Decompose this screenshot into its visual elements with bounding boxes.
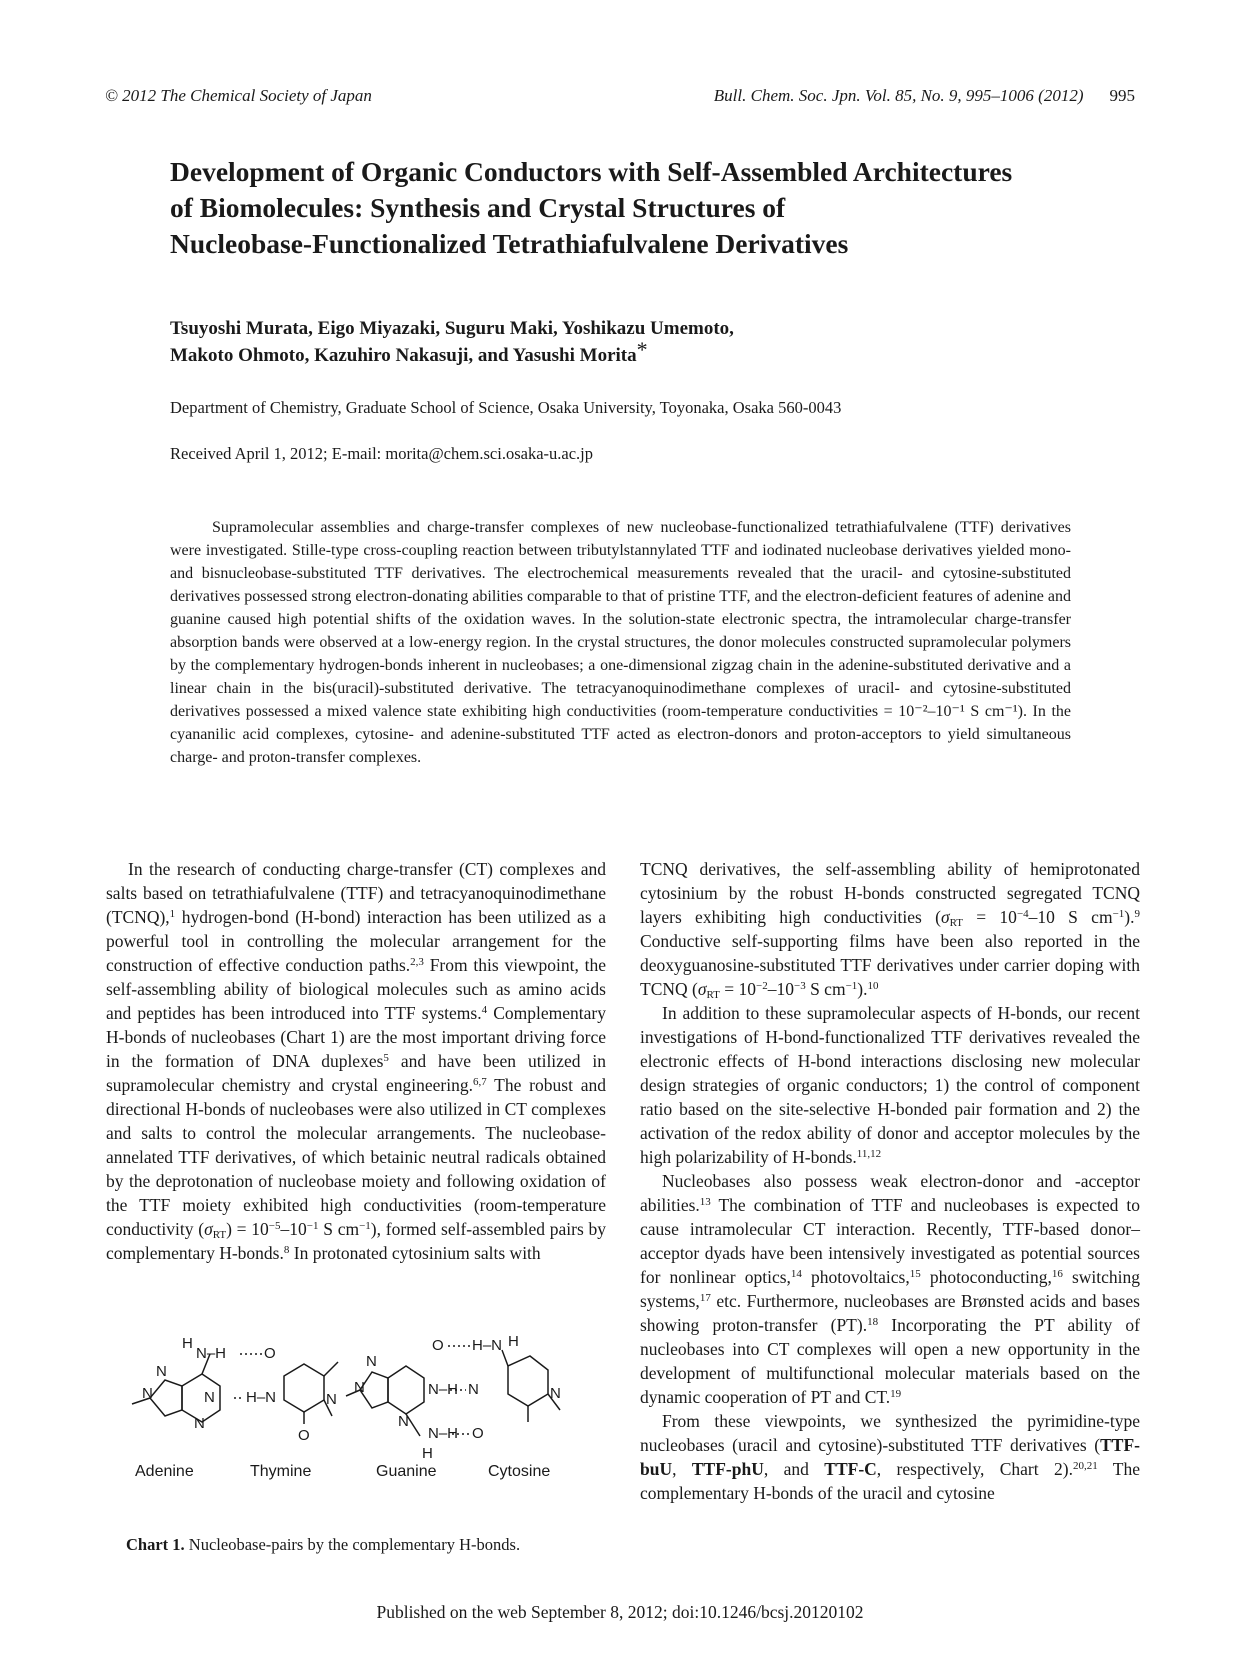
- text: –10: [280, 1219, 307, 1239]
- citation-ref[interactable]: 18: [867, 1316, 879, 1328]
- paragraph: [640, 1169, 1140, 1409]
- citation-ref[interactable]: 10: [867, 980, 879, 992]
- citation-ref[interactable]: 16: [1051, 1268, 1063, 1280]
- citation-ref[interactable]: 6,7: [472, 1076, 487, 1088]
- abstract-conductivity: 10⁻²–10⁻¹ S cm⁻¹: [898, 703, 1018, 720]
- caption-text: Nucleobase-pairs by the complementary H-bonds.: [188, 1535, 521, 1554]
- text: In protonated cytosinium salts with: [289, 1243, 541, 1263]
- paragraph: [640, 1409, 1140, 1505]
- compound-name: TTF-C: [824, 1459, 877, 1479]
- text: The combination of TTF and nucleobases is expected to cause intramolecular CT interaction. Recently, TTF-based donor–acceptor dyads have been intensively investigated as potential sources for nonlinear optics,: [640, 1195, 1140, 1287]
- citation-ref[interactable]: 20,21: [1072, 1460, 1098, 1472]
- atom-N: N: [468, 1381, 479, 1398]
- exponent: −1: [359, 1220, 371, 1232]
- title-line: Nucleobase-Functionalized Tetrathiafulvalene Derivatives: [170, 228, 849, 259]
- citation-ref[interactable]: 13: [699, 1196, 711, 1208]
- exponent: −1: [845, 980, 858, 992]
- atom-O: O: [472, 1425, 484, 1442]
- guanine-cytosine-atoms: [354, 1336, 561, 1462]
- text: ), formed self-assembled pairs by complementary H-bonds.: [106, 1219, 607, 1263]
- text: hydrogen-bond (H-bond) interaction has been utilized as a powerful tool in controlling the molecular arrangement for the construction of effective conduction paths.: [106, 907, 606, 975]
- atom-N: N: [156, 1363, 167, 1380]
- text: = 10: [719, 979, 757, 999]
- subscript: RT: [212, 1229, 227, 1241]
- caption-label: Chart 1.: [126, 1535, 185, 1554]
- text: Complementary H-bonds of nucleobases (Chart 1) are the most important driving force in the formation of DNA duplexes: [106, 1003, 606, 1071]
- paragraph: [640, 1001, 1140, 1169]
- text: switching systems,: [640, 1267, 1140, 1311]
- atom-NH: N–H: [196, 1345, 227, 1362]
- citation-ref[interactable]: 2,3: [410, 956, 424, 968]
- abstract-text-end: ). In the cyananilic acid complexes, cytosine- and adenine-substituted TTF acted as electron-donors and proton-acceptors to yield simultaneous charge- and proton-transfer complexes.: [170, 703, 1072, 766]
- author-line-text: Makoto Ohmoto, Kazuhiro Nakasuji, and Yasushi Morita: [170, 345, 637, 366]
- subscript: RT: [949, 917, 964, 929]
- corresponding-author-mark: *: [636, 337, 648, 362]
- text: ,: [672, 1459, 692, 1479]
- citation-ref[interactable]: 9: [1134, 908, 1140, 920]
- thymine-ring: [284, 1364, 324, 1412]
- citation-ref[interactable]: 19: [890, 1388, 902, 1400]
- journal-citation: [714, 86, 1135, 106]
- paragraph: [106, 857, 606, 1265]
- atom-N: N: [326, 1391, 337, 1408]
- chart-label-thymine: Thymine: [250, 1463, 312, 1480]
- text: TCNQ derivatives, the self-assembling ability of hemiprotonated cytosinium by the robust H-bonds constructed segregated TCNQ layers exhibiting high conductivities (: [640, 859, 1140, 927]
- atom-O: O: [298, 1427, 310, 1444]
- citation-ref[interactable]: 8: [283, 1244, 290, 1256]
- affiliation: Department of Chemistry, Graduate School of Science, Osaka University, Toyonaka, Osaka 560-0043: [170, 398, 842, 417]
- received-date-email: Received April 1, 2012; E-mail: morita@chem.sci.osaka-u.ac.jp: [170, 444, 593, 463]
- atom-HN: H–N: [472, 1337, 503, 1354]
- adenine-thymine-atoms: [142, 1336, 337, 1444]
- atom-N: N: [398, 1413, 409, 1430]
- text: S cm: [318, 1219, 360, 1239]
- exponent: −1: [306, 1220, 319, 1232]
- text: , respectively, Chart 2).: [876, 1459, 1073, 1479]
- exponent: −1: [1112, 908, 1125, 920]
- adenine-imidazole-ring: [150, 1380, 182, 1416]
- atom-N: N: [550, 1385, 561, 1402]
- citation-text: Bull. Chem. Soc. Jpn. Vol. 85, No. 9, 995–1006 (2012): [713, 86, 1084, 105]
- text: and have been utilized in supramolecular chemistry and crystal engineering.: [106, 1051, 607, 1095]
- text: –10: [767, 979, 794, 999]
- body-column-right: [640, 857, 1140, 1505]
- page-number: 995: [1109, 86, 1135, 105]
- text: ).: [1124, 907, 1135, 927]
- exponent: −3: [793, 980, 806, 992]
- chart-label-cytosine: Cytosine: [488, 1463, 551, 1480]
- abstract: [170, 516, 1071, 769]
- paragraph: [640, 857, 1140, 1001]
- author-list: [170, 315, 1070, 369]
- text: photovoltaics,: [801, 1267, 910, 1287]
- text: = 10: [963, 907, 1017, 927]
- citation-ref[interactable]: 17: [699, 1292, 711, 1304]
- atom-N: N: [366, 1353, 377, 1370]
- atom-N: N: [204, 1389, 215, 1406]
- article-title: [170, 154, 1090, 262]
- citation-ref[interactable]: 4: [481, 1004, 488, 1016]
- text: ) = 10: [226, 1219, 269, 1239]
- sigma-symbol: σ: [204, 1219, 213, 1239]
- publication-footer: Published on the web September 8, 2012; doi:10.1246/bcsj.20120102: [376, 1602, 864, 1622]
- atom-H: H: [508, 1336, 519, 1350]
- atom-O: O: [264, 1345, 276, 1362]
- guanine-pyrimidine-ring: [388, 1366, 424, 1414]
- atom-O: O: [432, 1337, 444, 1354]
- sigma-symbol: σ: [697, 979, 707, 999]
- atom-NH: N–H: [428, 1381, 459, 1398]
- text: photoconducting,: [920, 1267, 1052, 1287]
- chart-1-nucleobase-pairs: [110, 1336, 610, 1526]
- citation-ref[interactable]: 15: [909, 1268, 921, 1280]
- atom-H: H: [422, 1445, 433, 1462]
- atom-N: N: [142, 1385, 153, 1402]
- journal-copyright: © 2012 The Chemical Society of Japan: [105, 86, 372, 105]
- text: Incorporating the PT ability of nucleobases into CT complexes will open a new opportunity in the development of multifunctional molecular materials based on the dynamic cooperation of PT and CT.: [640, 1315, 1140, 1407]
- subscript: RT: [706, 989, 720, 1001]
- thymine-methyl-bond: [324, 1362, 338, 1376]
- atom-N: N: [354, 1379, 365, 1396]
- exponent: −2: [756, 980, 768, 992]
- citation-ref[interactable]: 11,12: [856, 1148, 882, 1160]
- atom-H: H: [182, 1336, 193, 1352]
- text: ).: [857, 979, 868, 999]
- citation-ref[interactable]: 1: [169, 908, 176, 920]
- sigma-symbol: σ: [940, 907, 950, 927]
- atom-NH: N–H: [428, 1425, 459, 1442]
- text: From this viewpoint, the self-assembling ability of biological molecules such as amino acids and peptides has been introduced into TTF systems.: [106, 955, 606, 1023]
- text: etc. Furthermore, nucleobases are Brønsted acids and bases showing proton-transfer (PT).: [640, 1291, 1140, 1335]
- citation-ref[interactable]: 5: [383, 1052, 389, 1064]
- text: S cm: [805, 979, 846, 999]
- title-line: Development of Organic Conductors with Self-Assembled Architectures: [170, 156, 1013, 187]
- author-line: [170, 337, 1070, 369]
- text: –10 S cm: [1028, 907, 1113, 927]
- cytosine-amine-bond: [502, 1350, 508, 1366]
- compound-name: TTF-phU: [691, 1459, 764, 1479]
- chart-label-guanine: Guanine: [376, 1463, 437, 1480]
- text: Nucleobases also possess weak electron-donor and -acceptor abilities.: [640, 1171, 1140, 1215]
- text: , and: [763, 1459, 825, 1479]
- body-column-left: [106, 857, 606, 1265]
- text: The robust and directional H-bonds of nucleobases were also utilized in CT complexes and salts to control the molecular arrangements. The nucleobase-annelated TTF derivatives, of which betainic neutral radicals obtained by the deprotonation of nucleobase moiety and following oxidation of the TTF moiety exhibited high conductivities (room-temperature conductivity (: [106, 1075, 606, 1239]
- text: In the research of conducting charge-transfer (CT) complexes and salts based on tetrathiafulvalene (TTF) and tetracyanoquinodimethane (TCNQ),: [106, 859, 606, 927]
- atom-HN: H–N: [246, 1389, 277, 1406]
- atom-N: N: [194, 1415, 205, 1432]
- chart-1-caption: [126, 1535, 606, 1555]
- chart-label-adenine: Adenine: [135, 1463, 194, 1480]
- exponent: −4: [1016, 908, 1029, 920]
- title-line: of Biomolecules: Synthesis and Crystal Structures of: [170, 192, 786, 223]
- citation-ref[interactable]: 14: [790, 1268, 802, 1280]
- compound-name: TTF-buU: [640, 1435, 1140, 1479]
- text: From these viewpoints, we synthesized the pyrimidine-type nucleobases (uracil and cytosine)-substituted TTF derivatives (: [640, 1411, 1140, 1455]
- text: In addition to these supramolecular aspects of H-bonds, our recent investigations of H-bond-functionalized TTF derivatives revealed the electronic effects of H-bond interactions disclosing new molecular design strategies of organic conductors; 1) the control of component ratio based on the site-selective H-bonded pair formation and 2) the activation of the redox ability of donor and acceptor molecules by the high polarizability of H-bonds.: [640, 1003, 1140, 1167]
- cytosine-ring: [508, 1356, 548, 1406]
- abstract-text: Supramolecular assemblies and charge-transfer complexes of new nucleobase-functionalized tetrathiafulvalene (TTF) derivatives were investigated. Stille-type cross-coupling reaction between tributylstannylated TTF and iodinated nucleobase derivatives yielded mono- and bisnucleobase-substituted TTF derivatives. The electrochemical measurements revealed that the uracil- and cytosine-substituted derivatives possessed strong electron-donating abilities comparable to that of pristine TTF, and the electron-deficient features of adenine and guanine caused high potential shifts of the oxidation waves. In the solution-state electronic spectra, the intramolecular charge-transfer absorption bands were observed at a low-energy region. In the crystal structures, the donor molecules constructed supramolecular polymers by the complementary hydrogen-bonds inherent in nucleobases; a one-dimensional zigzag chain in the adenine-substituted derivative and a linear chain in the bis(uracil)-substituted derivative. The tetracyanoquinodimethane complexes of uracil- and cytosine-substituted derivatives possessed a mixed valence state exhibiting high conductivities (room-temperature conductivities =: [170, 519, 1071, 720]
- author-line: Tsuyoshi Murata, Eigo Miyazaki, Suguru Maki, Yoshikazu Umemoto,: [170, 318, 734, 339]
- text: Conductive self-supporting films have been also reported in the deoxyguanosine-substituted TTF derivatives under carrier doping with TCNQ (: [640, 931, 1140, 999]
- exponent: −5: [268, 1220, 281, 1232]
- text: The complementary H-bonds of the uracil and cytosine: [640, 1459, 1140, 1503]
